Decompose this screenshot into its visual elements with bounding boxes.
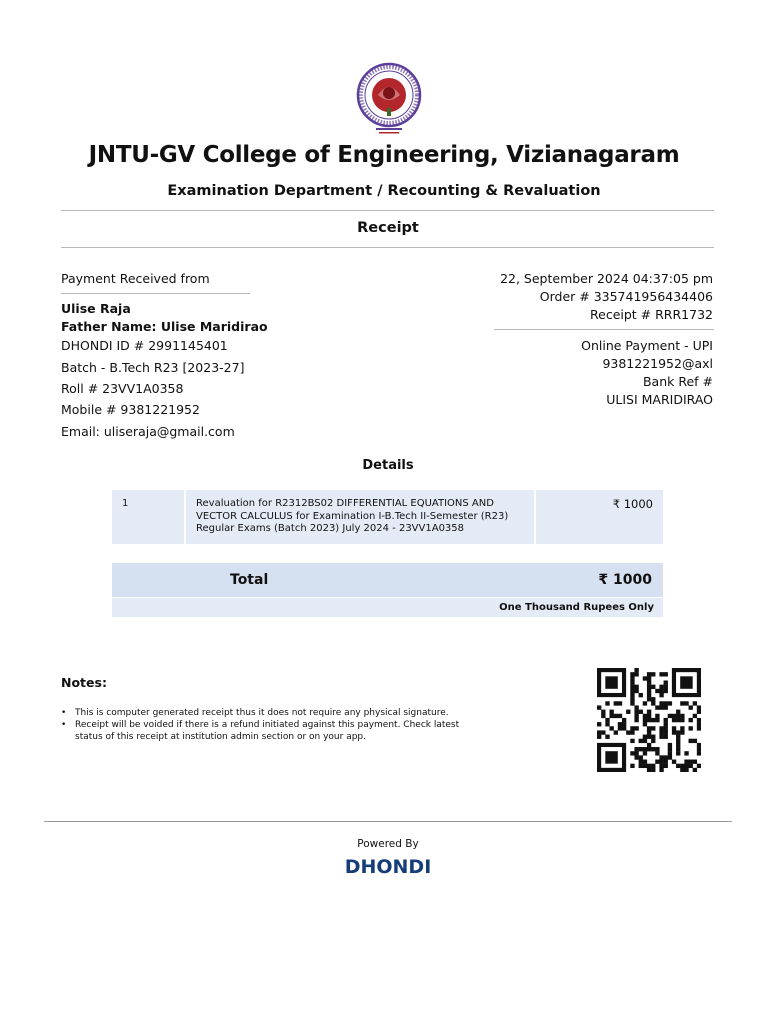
account-name: ULISI MARIDIRAO (606, 392, 713, 407)
item-description: Revaluation for R2312BS02 DIFFERENTIAL EQUATIONS AND VECTOR CALCULUS for Examination I-B.Tech II-Semester (R23) Regular Exams (Batch 2023) July 2024 - 23VV1A0358 (184, 490, 536, 544)
payer-mobile: Mobile # 9381221952 (61, 402, 200, 417)
payer-batch: Batch - B.Tech R23 [2023-27] (61, 360, 245, 375)
payer-divider (61, 293, 250, 294)
payer-roll: Roll # 23VV1A0358 (61, 381, 184, 396)
note-item: • Receipt will be voided if there is a refund initiated against this payment. Check latest status of this receipt at institution admin section or on your app. (61, 719, 461, 743)
payer-dhondi-id: DHONDI ID # 2991145401 (61, 338, 228, 353)
university-logo (356, 62, 422, 136)
details-heading: Details (362, 458, 414, 473)
powered-by-label: Powered By (357, 838, 419, 850)
receipt-number: Receipt # RRR1732 (590, 307, 713, 322)
amount-in-words: One Thousand Rupees Only (499, 602, 654, 613)
notes-list (61, 707, 461, 743)
item-index: 1 (112, 490, 184, 544)
table-row (112, 490, 663, 544)
upi-id: 9381221952@axl (602, 356, 713, 371)
payer-email: Email: uliseraja@gmail.com (61, 424, 235, 439)
details-table (112, 490, 663, 544)
page-title: Receipt (357, 220, 419, 236)
divider-top (61, 210, 714, 211)
total-row (112, 563, 663, 597)
payment-mode: Online Payment - UPI (581, 338, 713, 353)
footer-divider (44, 821, 732, 822)
payer-name: Ulise Raja (61, 301, 131, 316)
qr-code (597, 668, 701, 772)
college-name: JNTU-GV College of Engineering, Vizianagaram (88, 142, 680, 168)
note-item: • This is computer generated receipt thus it does not require any physical signature. (61, 707, 461, 719)
divider-title (61, 247, 714, 248)
payment-divider (494, 329, 714, 330)
total-label: Total (230, 572, 269, 588)
item-amount: ₹ 1000 (536, 490, 663, 544)
order-number: Order # 335741956434406 (539, 289, 713, 304)
department-name: Examination Department / Recounting & Revaluation (167, 183, 601, 199)
bank-ref: Bank Ref # (642, 374, 713, 389)
payer-heading: Payment Received from (61, 271, 210, 286)
brand-logo[interactable]: DHONDI (344, 856, 432, 878)
payment-datetime: 22, September 2024 04:37:05 pm (500, 271, 713, 286)
payer-father-name: Father Name: Ulise Maridirao (61, 319, 268, 334)
total-amount: ₹ 1000 (598, 572, 652, 588)
notes-heading: Notes: (61, 675, 107, 690)
